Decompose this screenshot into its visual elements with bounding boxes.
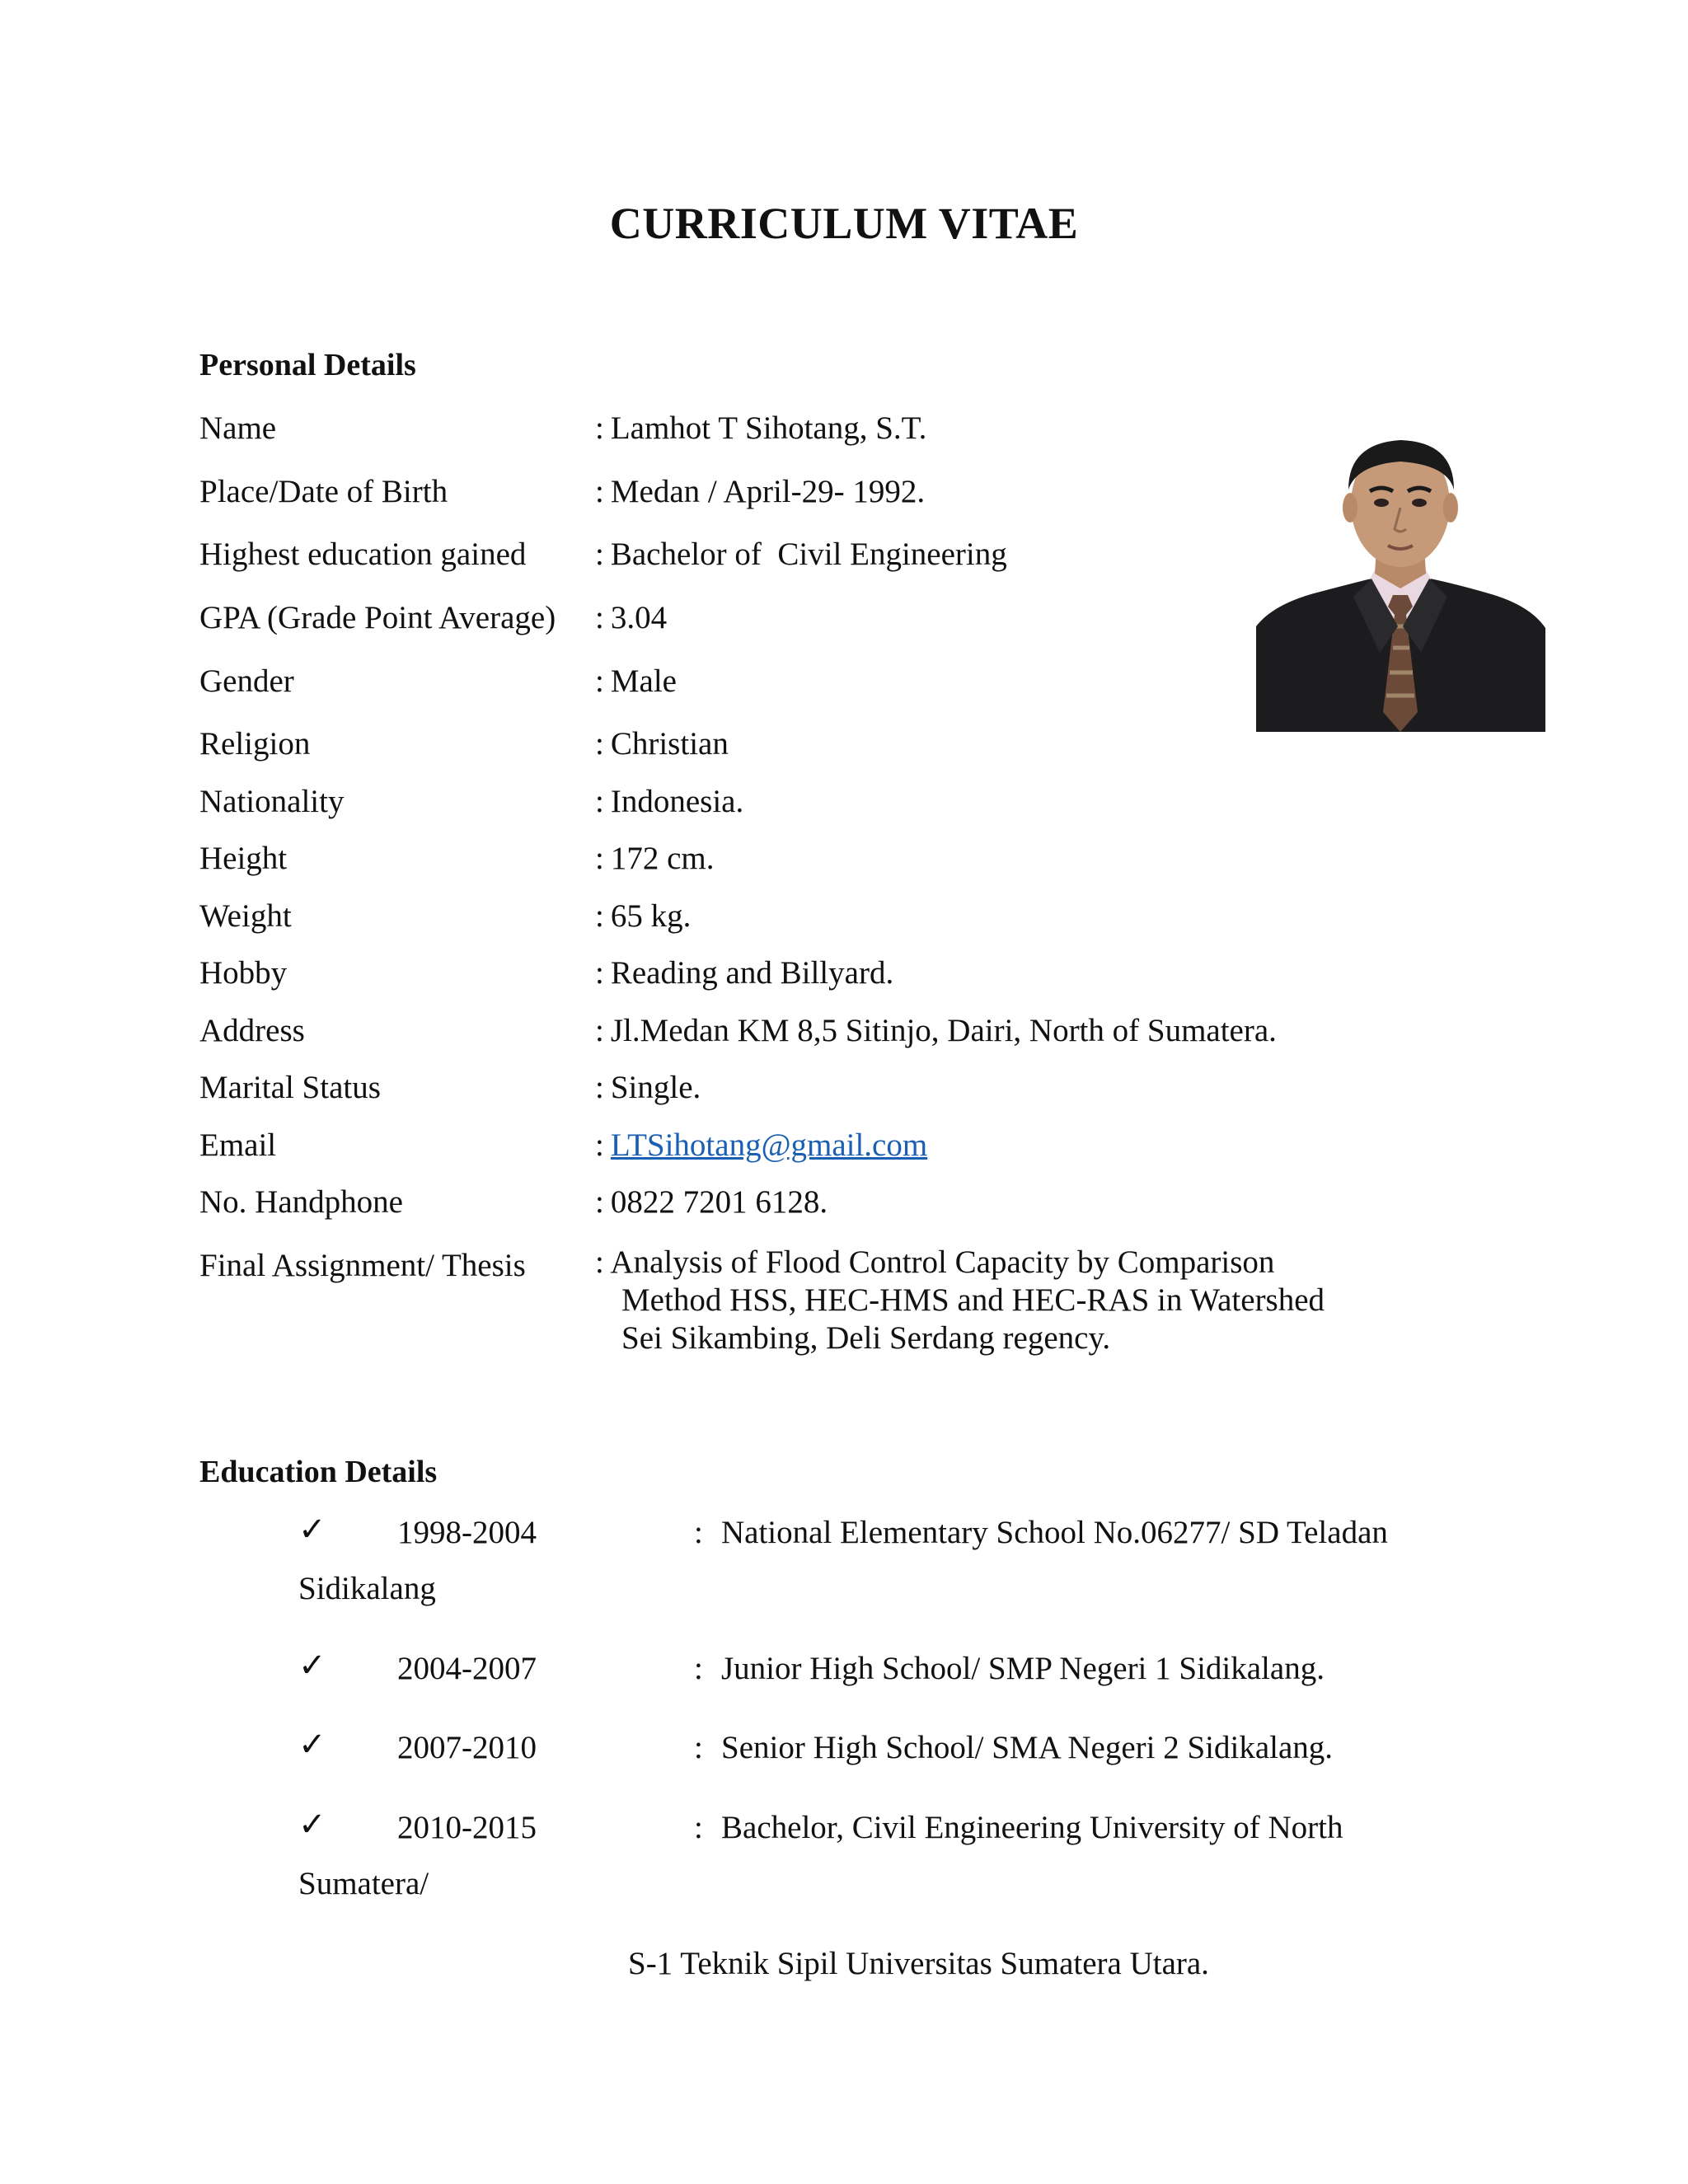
check-icon: ✓ [298,1647,326,1684]
thesis-label: Final Assignment/ Thesis [199,1248,526,1283]
edu-school: Junior High School/ SMP Negeri 1 Sidikalang. [721,1651,1325,1686]
edu-colon: : [694,1730,703,1765]
edu-years: 1998-2004 [397,1515,537,1550]
edu-school-continued: Sumatera/ [298,1866,429,1901]
check-icon: ✓ [298,1511,326,1548]
nationality-label: Nationality [199,784,345,819]
gender-value: : Male [595,663,677,699]
education-value: : Bachelor of Civil Engineering [595,537,1007,572]
birth-label: Place/Date of Birth [199,474,448,509]
edu-extra-line: S-1 Teknik Sipil Universitas Sumatera Utara. [628,1946,1209,1981]
address-value: : Jl.Medan KM 8,5 Sitinjo, Dairi, North of Sumatera. [595,1013,1277,1048]
edu-colon: : [694,1810,703,1845]
height-label: Height [199,841,288,876]
religion-label: Religion [199,726,311,762]
birth-value: : Medan / April-29- 1992. [595,474,926,509]
handphone-value: : 0822 7201 6128. [595,1184,828,1220]
address-label: Address [199,1013,305,1048]
thesis-value [595,1244,1325,1357]
education-details-heading: Education Details [199,1455,438,1489]
edu-school: Bachelor, Civil Engineering University of North [721,1810,1343,1845]
edu-colon: : [694,1515,703,1550]
gender-label: Gender [199,663,294,699]
email-label: Email [199,1127,277,1163]
hobby-value: : Reading and Billyard. [595,955,894,991]
hobby-label: Hobby [199,955,288,991]
gpa-label: GPA (Grade Point Average) [199,600,556,635]
weight-value: : 65 kg. [595,898,692,934]
gpa-value: : 3.04 [595,600,668,635]
edu-years: 2004-2007 [397,1651,537,1686]
email-link[interactable]: LTSihotang@gmail.com [610,1127,928,1163]
weight-label: Weight [199,898,292,934]
marital-status-label: Marital Status [199,1070,381,1105]
email-value: : LTSihotang@gmail.com [595,1127,928,1163]
height-value: : 172 cm. [595,841,715,876]
religion-value: : Christian [595,726,729,762]
name-value: : Lamhot T Sihotang, S.T. [595,410,927,446]
personal-details-heading: Personal Details [199,348,416,382]
edu-school: Senior High School/ SMA Negeri 2 Sidikalang. [721,1730,1334,1765]
check-icon: ✓ [298,1806,326,1843]
edu-years: 2010-2015 [397,1810,537,1845]
edu-school: National Elementary School No.06277/ SD Teladan [721,1515,1388,1550]
profile-photo [1256,432,1545,732]
marital-status-value: : Single. [595,1070,701,1105]
thesis-line-3: Sei Sikambing, Deli Serdang regency. [621,1320,1111,1356]
edu-colon: : [694,1651,703,1686]
check-icon: ✓ [298,1726,326,1763]
nationality-value: : Indonesia. [595,784,744,819]
handphone-label: No. Handphone [199,1184,403,1220]
document-title: CURRICULUM VITAE [609,199,1079,248]
thesis-line-2: Method HSS, HEC-HMS and HEC-RAS in Watershed [621,1282,1325,1318]
edu-school-continued: Sidikalang [298,1571,436,1606]
thesis-line-1: : Analysis of Flood Control Capacity by Comparison [595,1244,1275,1280]
name-label: Name [199,410,277,446]
education-label: Highest education gained [199,537,527,572]
edu-years: 2007-2010 [397,1730,537,1765]
